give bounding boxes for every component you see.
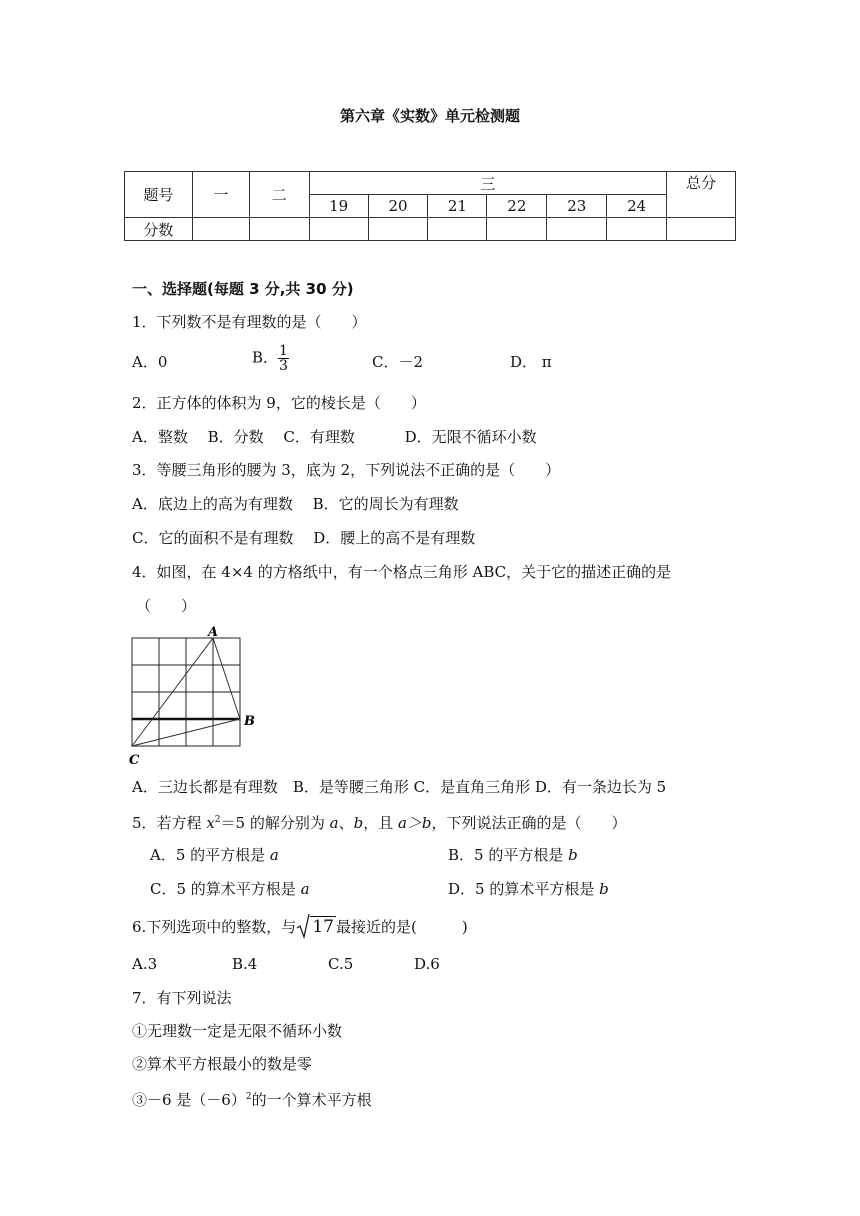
q1-option-d: D． π xyxy=(510,353,552,371)
question-1-stem: 1．下列数不是有理数的是（ ） xyxy=(132,313,367,331)
q5-option-d: D．5 的算术平方根是 b xyxy=(448,880,609,898)
section-heading: 一、选择题(每题 3 分,共 30 分) xyxy=(132,280,354,298)
score-cell xyxy=(368,218,428,241)
header-cell-23: 23 xyxy=(547,195,607,218)
question-4-paren: （ ） xyxy=(136,597,197,615)
header-cell-one: 一 xyxy=(192,172,249,218)
q6-option-b: B.4 xyxy=(232,955,258,973)
q5-option-b: B．5 的平方根是 b xyxy=(448,846,578,864)
header-cell-21: 21 xyxy=(428,195,487,218)
question-3-options-1: A．底边上的高为有理数 B．它的周长为有理数 xyxy=(132,495,459,513)
score-cell xyxy=(667,218,736,241)
q5-option-a: A．5 的平方根是 a xyxy=(150,846,279,864)
question-7-statement-2: ②算术平方根最小的数是零 xyxy=(132,1055,313,1073)
score-cell xyxy=(249,218,309,241)
grid-triangle-figure xyxy=(128,626,258,768)
score-label-cell: 分数 xyxy=(125,218,193,241)
q1-option-b: B． $\frac{1}{3}$ xyxy=(252,343,288,374)
q6-option-a: A.3 xyxy=(132,955,158,973)
header-cell-two: 二 xyxy=(249,172,309,218)
question-7-statement-1: ①无理数一定是无限不循环小数 xyxy=(132,1022,343,1040)
question-4-stem: 4．如图，在 4×4 的方格纸中，有一个格点三角形 ABC，关于它的描述正确的是 xyxy=(132,563,672,581)
question-6-stem: 6.下列选项中的整数，与 17 最接近的是( ) xyxy=(132,917,468,937)
score-cell xyxy=(428,218,487,241)
score-cell xyxy=(607,218,667,241)
question-2-options: A．整数 B．分数 C．有理数 D．无限不循环小数 xyxy=(132,428,537,446)
sqrt-symbol: 17 xyxy=(296,917,336,937)
header-cell-22: 22 xyxy=(487,195,547,218)
question-3-options-2: C．它的面积不是有理数 D．腰上的高不是有理数 xyxy=(132,529,476,547)
question-4-options: A．三边长都是有理数 B．是等腰三角形 C．是直角三角形 D．有一条边长为 5 xyxy=(132,778,667,796)
question-5-stem: 5．若方程 $x^2=5$ 的解分别为 a、b，且 a＞b，下列说法正确的是（ ） xyxy=(132,814,627,832)
header-cell-total: 总分 xyxy=(667,172,736,218)
q5-option-c: C．5 的算术平方根是 a xyxy=(150,880,310,898)
q6-option-d: D.6 xyxy=(414,955,440,973)
header-cell-number: 题号 xyxy=(125,172,193,218)
q1-option-c: C．－2 xyxy=(372,353,424,371)
vertex-label-b: B xyxy=(244,714,255,729)
header-cell-three: 三 xyxy=(309,172,666,195)
vertex-label-c: C xyxy=(129,753,140,768)
page-title: 第六章《实数》单元检测题 xyxy=(339,107,520,125)
question-2-stem: 2．正方体的体积为 9，它的棱长是（ ） xyxy=(132,394,426,412)
question-7-stem: 7．有下列说法 xyxy=(132,989,232,1007)
question-7-statement-3: ③－6 是$(-6)^2$的一个算术平方根 xyxy=(132,1091,372,1109)
score-cell xyxy=(309,218,368,241)
header-cell-20: 20 xyxy=(368,195,428,218)
score-table xyxy=(124,171,736,241)
score-cell xyxy=(547,218,607,241)
q1-option-a: A．0 xyxy=(132,353,168,371)
vertex-label-a: A xyxy=(208,626,219,640)
score-cell xyxy=(192,218,249,241)
score-cell xyxy=(487,218,547,241)
q6-option-c: C.5 xyxy=(328,955,354,973)
header-cell-24: 24 xyxy=(607,195,667,218)
question-3-stem: 3．等腰三角形的腰为 3，底为 2，下列说法不正确的是（ ） xyxy=(132,461,561,479)
header-cell-19: 19 xyxy=(309,195,368,218)
